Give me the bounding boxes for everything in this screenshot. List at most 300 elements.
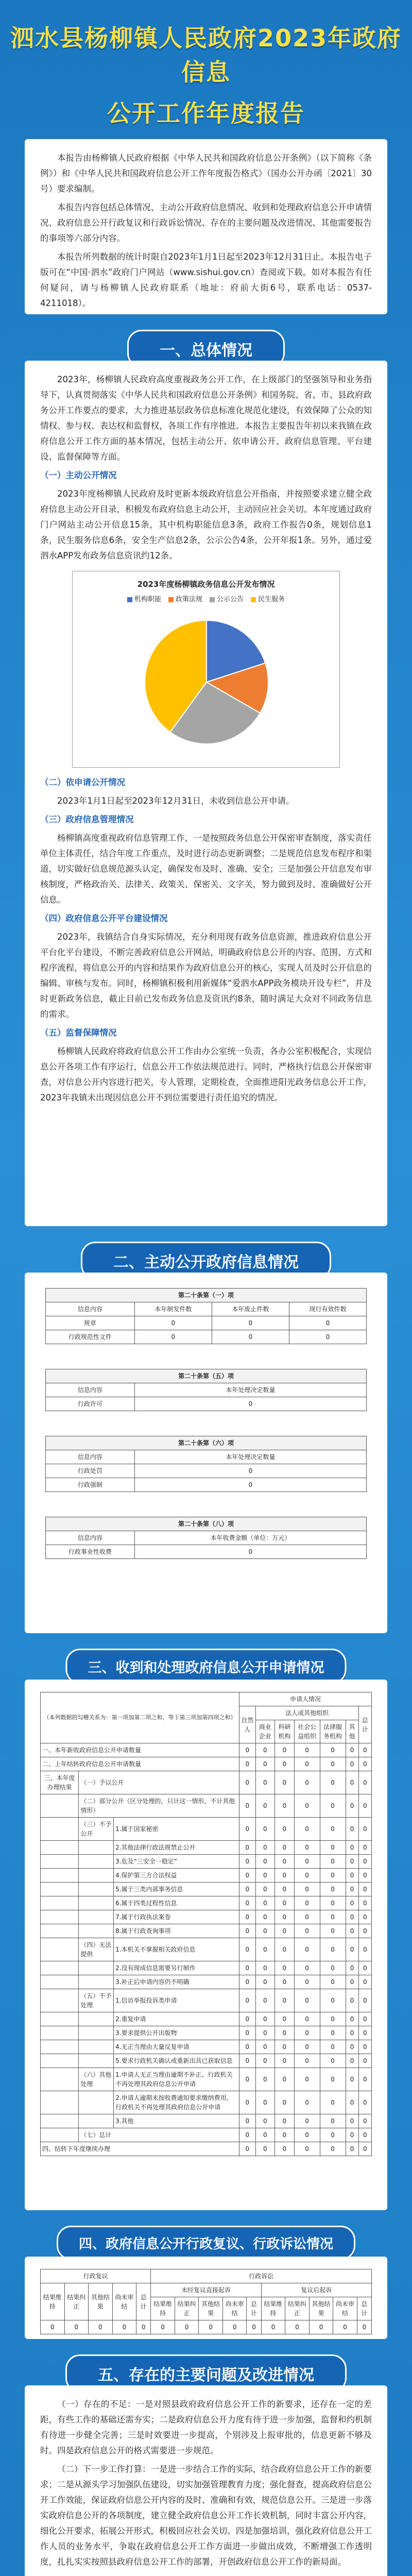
row-subgroup-cell: [79, 2114, 114, 2128]
cell-value: 0: [239, 1938, 255, 1961]
cell: 0: [134, 1316, 212, 1330]
cell: 0: [134, 1478, 366, 1492]
cell: 0: [134, 1545, 366, 1559]
column-header: 信息内容: [46, 1383, 135, 1397]
row-subgroup-cell: [79, 2054, 114, 2068]
section-1-card: [25, 361, 387, 1226]
column-header: 科研机构: [275, 1720, 295, 1743]
column-header: 尚未审结: [333, 2297, 357, 2320]
cell-value: 0: [275, 1771, 295, 1794]
row-label: 6.属于四类过程性信息: [114, 1896, 239, 1910]
cell: 0: [134, 1464, 366, 1478]
cell-value: 0: [175, 2320, 199, 2334]
row-group-cell: [41, 2054, 79, 2068]
cell-value: 0: [275, 1975, 295, 1989]
cell-value: 0: [358, 1855, 371, 1869]
cell-value: 0: [294, 2068, 320, 2091]
cell-value: 0: [255, 2026, 275, 2040]
cell-value: 0: [294, 2114, 320, 2128]
row-label: 2.申请人逾期未按收费通知要求缴纳费用、行政机关不再处理其政府信息公开申请: [114, 2091, 239, 2114]
row-subgroup-cell: [79, 1896, 114, 1910]
cell-value: 0: [294, 2026, 320, 2040]
column-header: 法律服务机构: [320, 1720, 346, 1743]
cell-value: 0: [247, 2320, 261, 2334]
cell-value: 0: [320, 1910, 346, 1924]
cell-value: 0: [346, 1869, 358, 1883]
row-subgroup-cell: [79, 1855, 114, 1869]
cell-value: 0: [275, 1938, 295, 1961]
cell-value: 0: [320, 1794, 346, 1818]
cell-value: 0: [346, 2114, 358, 2128]
cell-value: 0: [346, 1743, 358, 1757]
row-group-cell: [41, 2026, 79, 2040]
row-label: 8.属于行政查询事项: [114, 1924, 239, 1938]
cell: 行政事业性收费: [46, 1545, 135, 1559]
cell-value: 0: [275, 2040, 295, 2054]
cell-value: 0: [294, 2091, 320, 2114]
cell-value: 0: [294, 2054, 320, 2068]
cell-value: 0: [275, 1841, 295, 1855]
row-label: 7.属于行政执法案卷: [114, 1910, 239, 1924]
row-subgroup-cell: [79, 1869, 114, 1883]
table-row: [41, 1975, 372, 1989]
legend-label: 公示公告: [217, 596, 244, 603]
subheading: （一）主动公开情况: [40, 470, 117, 480]
cell: 行政处罚: [46, 1464, 135, 1478]
column-header: 本年制发件数: [134, 1302, 212, 1316]
cell-value: 0: [358, 1910, 371, 1924]
cell-value: 0: [346, 2040, 358, 2054]
cell-value: 0: [358, 2142, 371, 2156]
cell-value: 0: [239, 1818, 255, 1841]
row-label: 1.信访举报投诉类申请: [114, 1989, 239, 2012]
row-label: 二、上年结转政府信息公开申请数量: [41, 1757, 239, 1771]
cell: 0: [134, 1397, 366, 1411]
row-label: 5.要求行政机关确认或重新出具已获取信息: [114, 2054, 239, 2068]
cell-value: 0: [239, 2091, 255, 2114]
column-group-header: 未经复议直接起诉: [151, 2283, 261, 2297]
row-group-cell: [41, 2091, 79, 2114]
cell-value: 0: [275, 1989, 295, 2012]
row-label: 4.保护第三方合法权益: [114, 1869, 239, 1883]
table-row: [41, 1896, 372, 1910]
table-section-head: 第二十条第（八）项: [46, 1517, 367, 1531]
column-header: 现行有效件数: [289, 1302, 366, 1316]
row-label: 四、结转下年度继续办理: [41, 2142, 239, 2156]
cell-value: 0: [255, 1818, 275, 1841]
row-group-cell: 三、本年度办理结果: [41, 1771, 79, 1794]
cell: 行政许可: [46, 1397, 135, 1411]
row-group-cell: [41, 2040, 79, 2054]
row-subgroup-cell: （五）不予处理: [79, 1989, 114, 2012]
row-group-cell: [41, 2012, 79, 2026]
cell-value: 0: [275, 1961, 295, 1975]
subheading: （四）政府信息公开平台建设情况: [40, 913, 168, 923]
cell-value: 0: [239, 1771, 255, 1794]
cell-value: 0: [294, 1869, 320, 1883]
row-group-cell: [41, 1961, 79, 1975]
row-group-cell: [41, 1924, 79, 1938]
column-header: 总计: [247, 2297, 261, 2320]
cell-value: 0: [358, 2054, 371, 2068]
cell-value: 0: [255, 1924, 275, 1938]
row-label: 2.重复申请: [114, 2012, 239, 2026]
section-1-title: 一、总体情况: [127, 330, 285, 368]
table-row: [41, 1989, 372, 2012]
cell-value: 0: [239, 2068, 255, 2091]
section-2-card: [25, 1273, 387, 1633]
legend-swatch: [251, 597, 256, 602]
row-subgroup-cell: [79, 1883, 114, 1896]
paragraph: 2023年，杨柳镇人民政府高度重视政务公开工作，在上级部门的坚强领导和业务指导下，认真贯彻落实《中华人民共和国政府信息公开条例》和国务院、省、市、县政府政务公开工作要点的要求，大力推进基层政务信息标准化规范化建设，有效保障了公众的知情权、参与权、表达权和监督权，各项工作有序推进。本报告主要报告年初以来我镇在政府信息公开工作方面的基本情况，包括主动公开、依申请公开、政府信息管理、平台建设、监督保障等方面。: [40, 375, 372, 462]
cell-value: 0: [346, 1896, 358, 1910]
cell: 0: [289, 1316, 366, 1330]
row-subgroup-cell: [79, 2026, 114, 2040]
cell-value: 0: [358, 2026, 371, 2040]
cell-value: 0: [358, 2114, 371, 2128]
cell-value: 0: [320, 2142, 346, 2156]
cell-value: 0: [275, 1855, 295, 1869]
legend-swatch: [210, 597, 215, 602]
cell-value: 0: [294, 1818, 320, 1841]
row-subgroup-cell: [79, 1841, 114, 1855]
column-group-header: 申请人情况: [239, 1692, 372, 1706]
column-group-header: 行政诉讼: [151, 2269, 372, 2283]
cell-value: 0: [358, 2012, 371, 2026]
cell-value: 0: [294, 2142, 320, 2156]
cell-value: 0: [320, 2054, 346, 2068]
section-2-title: 二、主动公开政府信息情况: [81, 1242, 331, 1280]
row-label: 1.属于国家秘密: [114, 1818, 239, 1841]
cell: 行政规范性文件: [46, 1330, 135, 1344]
cell-value: 0: [239, 1757, 255, 1771]
cell: 行政强制: [46, 1478, 135, 1492]
cell-value: 0: [41, 2320, 65, 2334]
cell-value: 0: [255, 1855, 275, 1869]
cell-value: 0: [255, 1757, 275, 1771]
row-group-cell: [41, 1869, 79, 1883]
column-group-header: 复议后起诉: [261, 2283, 371, 2297]
cell-value: 0: [358, 1818, 371, 1841]
legend-item: [127, 592, 161, 607]
cell-value: 0: [275, 2091, 295, 2114]
cell-value: 0: [346, 1975, 358, 1989]
cell-value: 0: [151, 2320, 175, 2334]
proactive-disclosure-table: [45, 1288, 367, 1559]
column-header: 本年收费金额（单位：万元）: [134, 1531, 366, 1545]
row-group-cell: [41, 1989, 79, 2012]
row-label: （七）总计: [79, 2128, 239, 2142]
row-subgroup-cell: [79, 2012, 114, 2026]
cell: 规章: [46, 1316, 135, 1330]
row-subgroup-cell: [79, 1961, 114, 1975]
row-group-cell: [41, 1896, 79, 1910]
cell-value: 0: [320, 1841, 346, 1855]
cell-value: 0: [275, 2128, 295, 2142]
cell-value: 0: [358, 1841, 371, 1855]
cell-value: 0: [239, 2114, 255, 2128]
cell-value: 0: [320, 2128, 346, 2142]
cell-value: 0: [320, 1896, 346, 1910]
column-header: 结果维持: [151, 2297, 175, 2320]
cell-value: 0: [255, 1869, 275, 1883]
row-label: 一、本年新收政府信息公开申请数量: [41, 1743, 239, 1757]
cell-value: 0: [275, 1924, 295, 1938]
cell-value: 0: [346, 2068, 358, 2091]
cell-value: 0: [320, 2114, 346, 2128]
column-header: 本年处理决定数量: [134, 1450, 366, 1464]
column-header: 自然人: [239, 1706, 255, 1743]
cell-value: 0: [239, 2040, 255, 2054]
section-5-card: [25, 2385, 387, 2576]
cell-value: 0: [320, 2012, 346, 2026]
cell: 0: [212, 1330, 289, 1344]
cell-value: 0: [320, 1883, 346, 1896]
cell-value: 0: [346, 1855, 358, 1869]
column-header: 本年处理决定数量: [134, 1383, 366, 1397]
pie-svg: [78, 607, 335, 757]
legend-item: [210, 592, 244, 607]
cell-value: 0: [255, 1961, 275, 1975]
cell-value: 0: [294, 1841, 320, 1855]
column-header: 结果维持: [261, 2297, 285, 2320]
cell-value: 0: [255, 1938, 275, 1961]
subheading: （二）依申请公开情况: [40, 777, 125, 787]
cell-value: 0: [239, 1989, 255, 2012]
table-row: [41, 1938, 372, 1961]
column-header: 其他结果: [199, 2297, 223, 2320]
cell-value: 0: [239, 1910, 255, 1924]
cell-value: 0: [358, 1757, 371, 1771]
cell-value: 0: [255, 2068, 275, 2091]
section-4-title: 四、政府信息公开行政复议、行政诉讼情况: [57, 2226, 355, 2260]
row-label: 1.申请人无正当理由逾期不补正、行政机关不再处理其政府信息公开申请: [114, 2068, 239, 2091]
section-5-title: 五、存在的主要问题及改进情况: [65, 2354, 347, 2393]
cell-value: 0: [255, 1743, 275, 1757]
column-group-header: 行政复议: [41, 2269, 151, 2283]
column-header: 结果纠正: [285, 2297, 310, 2320]
cell-value: 0: [255, 2012, 275, 2026]
section-3-title: 三、收到和处理政府信息公开申请情况: [66, 1649, 347, 1684]
cell-value: 0: [239, 1924, 255, 1938]
cell-value: 0: [285, 2320, 310, 2334]
cell-value: 0: [255, 1841, 275, 1855]
table-row: [41, 1794, 372, 1818]
cell-value: 0: [275, 1896, 295, 1910]
cell-value: 0: [294, 1924, 320, 1938]
cell-value: 0: [239, 2142, 255, 2156]
cell-value: 0: [239, 2012, 255, 2026]
paragraph: （一）存在的不足：一是对照县政府政府信息公开工作的新要求，还存在一定的差距，有些工作的基础还需夯实；二是政府信息公开力度有待于进一步加强，监督和约机制有待进一步健全完善；三是时效要进一步提高，个别涉及上报审批的，信息更新不够及时。四是政府信息公开的格式需要进一步规范。: [40, 2399, 372, 2455]
cell-value: 0: [320, 2068, 346, 2091]
row-group-cell: [41, 2068, 79, 2091]
cell-value: 0: [358, 1883, 371, 1896]
table-row: [41, 2054, 372, 2068]
cell-value: 0: [320, 1961, 346, 1975]
cell-value: 0: [239, 1743, 255, 1757]
cell-value: 0: [239, 1896, 255, 1910]
column-header: 本年废止件数: [212, 1302, 289, 1316]
subheading: （五）监督保障情况: [40, 1028, 117, 1038]
column-header: 信息内容: [46, 1531, 135, 1545]
cell-value: 0: [320, 2040, 346, 2054]
column-header: 结果纠正: [64, 2283, 89, 2320]
table-row: [41, 1869, 372, 1883]
cell-value: 0: [255, 1794, 275, 1818]
cell-value: 0: [294, 1989, 320, 2012]
section-3-card: [25, 1680, 387, 2210]
review-litigation-table: [40, 2269, 372, 2334]
cell-value: 0: [294, 1757, 320, 1771]
column-header: 信息内容: [46, 1302, 135, 1316]
cell-value: 0: [320, 1771, 346, 1794]
row-label: 3.补正后申请内容仍不明确: [114, 1975, 239, 1989]
application-table: [40, 1692, 372, 2156]
cell-value: 0: [358, 2128, 371, 2142]
cell-value: 0: [333, 2320, 357, 2334]
row-subgroup-cell: （四）无法提供: [79, 1938, 114, 1961]
row-subgroup-cell: [79, 2040, 114, 2054]
intro-paragraph: 本报告所列数据的统计时限自2023年1月1日起至2023年12月31日止。本报告电子版可在“中国·泗水”政府门户网站（www.sishui.gov.cn）查阅或下载。如对本报告有任何疑问，请与杨柳镇人民政府联系（地址：府前大街6号，联系电话：0537-4211018）。: [40, 252, 372, 308]
table-row: [41, 2142, 372, 2156]
cell-value: 0: [294, 1883, 320, 1896]
cell-value: 0: [320, 1938, 346, 1961]
row-label: 3.要求提供公开出版物: [114, 2026, 239, 2040]
cell-value: 0: [239, 1855, 255, 1869]
cell-value: 0: [346, 2128, 358, 2142]
cell-value: 0: [255, 2054, 275, 2068]
cell-value: 0: [346, 1961, 358, 1975]
cell-value: 0: [320, 1989, 346, 2012]
cell-value: 0: [320, 2026, 346, 2040]
row-label: 5.属于三类内部事务信息: [114, 1883, 239, 1896]
column-group-header: 法人或其他组织: [255, 1706, 358, 1720]
cell-value: 0: [261, 2320, 285, 2334]
cell-value: 0: [320, 1855, 346, 1869]
cell-value: 0: [358, 1794, 371, 1818]
cell-value: 0: [89, 2320, 113, 2334]
row-group-cell: [41, 1910, 79, 1924]
row-group-cell: [41, 1818, 79, 1841]
paragraph: 杨柳镇高度重视政府信息管理工作，一是按照政务信息公开保密审查制度，落实责任单位主体责任，结合年度工作重点，及时进行动态更新调整；二是规范信息发布程序和渠道，切实做好信息规范源头认定，确保发布及时、准确、安全；三是加强公开信息发布审核制度，严格政治关、法律关、政策关、保密关、文字关，努力做到及时、准确做好公开信息。: [40, 833, 372, 905]
row-subgroup-cell: [79, 1975, 114, 1989]
chart-legend: [78, 592, 334, 607]
table-row: [41, 1818, 372, 1841]
cell-value: 0: [275, 2142, 295, 2156]
cell-value: 0: [309, 2320, 333, 2334]
intro-paragraph: 本报告由杨柳镇人民政府根据《中华人民共和国政府信息公开条例》（以下简称《条例》）和《中华人民共和国政府信息公开工作年度报告格式》（国办公开办函〔2021〕30号）要求编制。: [40, 153, 372, 194]
table-row: [41, 1743, 372, 1757]
cell-value: 0: [294, 1743, 320, 1757]
table-row: [41, 2091, 372, 2114]
row-subgroup-cell: [79, 1910, 114, 1924]
cell-value: 0: [239, 1841, 255, 1855]
intro-paragraph: 本报告内容包括总体情况、主动公开政府信息情况、收到和处理政府信息公开申请情况、政府信息公开行政复议和行政诉讼情况、存在的主要问题及改进情况、其他需要报告的事项等六部分内容。: [40, 202, 372, 243]
cell-value: 0: [358, 1938, 371, 1961]
cell-value: 0: [275, 2012, 295, 2026]
legend-item: [251, 592, 285, 607]
cell: 0: [134, 1330, 212, 1344]
cell-value: 0: [255, 2040, 275, 2054]
cell-value: 0: [320, 2091, 346, 2114]
cell-value: 0: [320, 1818, 346, 1841]
row-subgroup-cell: （三）不予公开: [79, 1818, 114, 1841]
table-row: [41, 2012, 372, 2026]
cell-value: 0: [357, 2320, 371, 2334]
cell-value: 0: [294, 1975, 320, 1989]
chart-title: 2023年度杨柳镇政务信息公开发布情况: [137, 580, 275, 589]
cell-value: 0: [294, 1794, 320, 1818]
pie-chart: [72, 571, 340, 768]
subheading: （三）政府信息管理情况: [40, 815, 134, 824]
column-header: 总计: [357, 2297, 371, 2320]
cell-value: 0: [64, 2320, 89, 2334]
cell-value: 0: [239, 1869, 255, 1883]
cell-value: 0: [346, 2012, 358, 2026]
cell: 0: [289, 1330, 366, 1344]
cell-value: 0: [239, 2026, 255, 2040]
cell-value: 0: [239, 1975, 255, 1989]
cell-value: 0: [346, 1794, 358, 1818]
cell-value: 0: [358, 1961, 371, 1975]
cell-value: 0: [358, 1743, 371, 1757]
legend-label: 机构职能: [134, 596, 161, 603]
cell-value: 0: [255, 2114, 275, 2128]
paragraph: 2023年1月1日起至2023年12月31日，未收到信息公开申请。: [57, 796, 295, 806]
table-row: [41, 1841, 372, 1855]
cell-value: 0: [255, 1883, 275, 1896]
cell-value: 0: [358, 1869, 371, 1883]
cell-value: 0: [275, 1883, 295, 1896]
cell-value: 0: [255, 1910, 275, 1924]
table-corner-note: （本列数据的勾稽关系为：第一项加第二项之和，等于第三项加第四项之和）: [41, 1692, 239, 1743]
column-header: 总计: [358, 1706, 371, 1743]
section-4-card: [25, 2257, 387, 2339]
table-section-head: 第二十条第（五）项: [46, 1369, 367, 1383]
cell-value: 0: [255, 2128, 275, 2142]
row-group-cell: [41, 1841, 79, 1855]
table-row: [41, 1924, 372, 1938]
column-header: 其他结果: [309, 2297, 333, 2320]
row-label: （一）予以公开: [79, 1771, 239, 1794]
column-header: 尚未审结: [112, 2283, 136, 2320]
legend-item: [168, 592, 202, 607]
cell-value: 0: [239, 2128, 255, 2142]
cell-value: 0: [346, 1841, 358, 1855]
report-banner: [0, 0, 412, 129]
table-row: [41, 1757, 372, 1771]
column-header: 总计: [136, 2283, 151, 2320]
column-header: 其他结果: [89, 2283, 113, 2320]
table-row: [41, 2068, 372, 2091]
cell-value: 0: [346, 1910, 358, 1924]
table-row: [41, 1771, 372, 1794]
cell-value: 0: [294, 1961, 320, 1975]
table-row: [41, 2128, 372, 2142]
paragraph: 杨柳镇人民政府将政府信息公开工作由办公室统一负责，各办公室积极配合，实现信息公开各项工作有序运行，信息公开工作依法规范进行。同时，严格执行信息公开保密审查，对信息公开内容进行把关，专人管理，定期检查，全面推进阳光政务信息公开工作，2023年我镇未出现因信息公开不到位需要进行责任追究的情况。: [40, 1046, 372, 1103]
cell-value: 0: [255, 2142, 275, 2156]
cell-value: 0: [275, 1910, 295, 1924]
cell-value: 0: [358, 1896, 371, 1910]
cell-value: 0: [255, 2091, 275, 2114]
cell-value: 0: [358, 1771, 371, 1794]
column-header: 其他: [346, 1720, 358, 1743]
intro-card: [25, 139, 387, 314]
cell-value: 0: [275, 1743, 295, 1757]
table-section-head: 第二十条第（六）项: [46, 1436, 367, 1450]
legend-swatch: [168, 597, 174, 602]
cell-value: 0: [275, 2068, 295, 2091]
